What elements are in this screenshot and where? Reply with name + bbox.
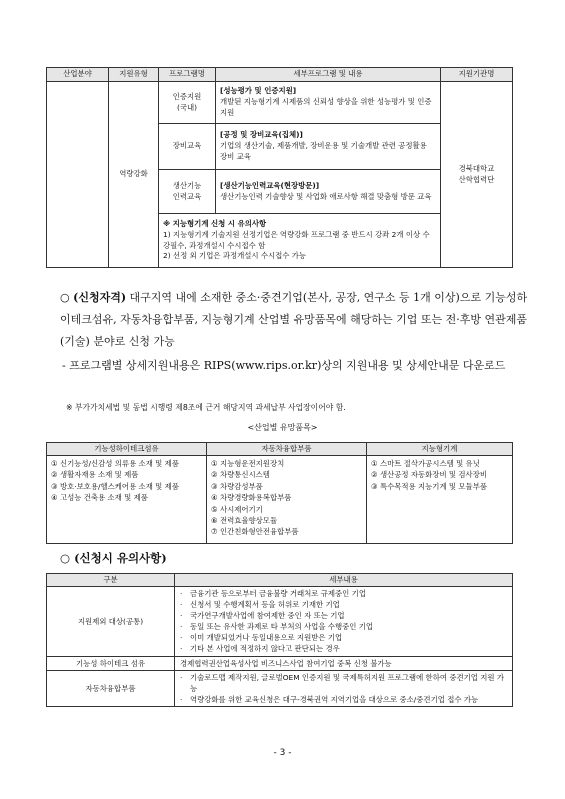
bullet-marker: ○ (60, 291, 70, 304)
detail-desc: 개발된 지능형기계 시제품의 신뢰성 향상을 위한 성능평가 및 인증 지원 (220, 97, 432, 117)
header-category: 구분 (47, 574, 175, 587)
list-item: · 기술로드맵 제작지원, 글로벌OEM 인증지원 및 국제특허지원 프로그램에 한하여 중견기업 지원 가능 (180, 672, 505, 693)
table-row (47, 456, 513, 544)
page-number: - 3 - (273, 748, 292, 758)
support-type-cell: 역량강화 (109, 82, 159, 268)
list-item: · 이미 개발되었거나 동일내용으로 지원받은 기업 (180, 633, 343, 643)
list-item: · 기타 본 사업에 적정하지 않다고 판단되는 경우 (180, 644, 340, 654)
list-item: ① 지능형운전지원장치 (211, 459, 285, 468)
bullet-marker: ○ (60, 551, 71, 565)
auto-parts-items (207, 456, 367, 544)
list-item: ③ 방호·보호용/헬스케어용 소재 및 제품 (51, 481, 179, 491)
header-detail: 세부프로그램 및 내용 (216, 68, 441, 82)
table-caption: <산업별 유망품목> (247, 423, 318, 432)
note-title: ※ 지능형기계 신청 시 유의사항 (163, 218, 267, 228)
table-header-row (47, 574, 513, 587)
program-name: 인증지원 (국내) (159, 82, 216, 124)
agency-cell: 경북대학교 산학협력단 (441, 82, 513, 268)
row-label: 기능성 하이테크 섬유 (47, 656, 175, 670)
eligibility-paragraph (60, 287, 530, 353)
eligibility-label: (신청자격) (73, 291, 127, 304)
detail-title: [성능평가 및 인증지원] (220, 86, 297, 96)
table-header-row (47, 443, 513, 456)
program-detail (216, 124, 441, 170)
table-row (47, 82, 513, 124)
table-row (47, 670, 513, 706)
list-item: · 신청서 및 수행계획서 등을 허위로 기재한 기업 (180, 600, 340, 610)
promising-items-table (46, 442, 513, 544)
vat-note: ※ 부가가치세법 및 동법 시행령 제8조에 근거 해당지역 과세납부 사업장이어야 함. (66, 403, 346, 412)
rips-download-note: - 프로그램별 상세지원내용은 RIPS(www.rips.or.kr)상의 지원내용 및 상세안내문 다운로드 (62, 359, 506, 372)
note-line: 1) 지능형기계 기술지원 선정기업은 역량강화 프로그램 중 반드시 강좌 2개 이상 수강필수, 과정개설시 수시접수 함 (163, 229, 430, 250)
header-auto-parts: 자동차융합부품 (207, 443, 367, 456)
header-industry: 산업분야 (47, 68, 109, 82)
textile-items (47, 456, 207, 544)
list-item: ① 신기능성/신감성 의류용 소재 및 제품 (51, 459, 179, 468)
list-item: · 국가연구개발사업에 참여제한 중인 자 또는 기업 (180, 611, 345, 621)
list-item: 경제협력권산업육성사업 비즈니스사업 참여기업 중복 신청 불가능 (180, 658, 392, 668)
table-header-row (47, 68, 513, 82)
row-label: 지원제외 대상(공통) (47, 587, 175, 657)
machine-items (367, 456, 513, 544)
row-items (175, 656, 513, 670)
cautions-table (46, 573, 513, 707)
header-agency: 지원기관명 (441, 68, 513, 82)
program-detail (216, 82, 441, 124)
list-item: ② 생산공정 자동화장비 및 검사장비 (371, 470, 487, 480)
list-item: ⑦ 인간친화형안전융합부품 (211, 527, 299, 537)
note-line: 2) 선정 외 기업은 과정개설시 수시접수 가능 (163, 251, 307, 261)
list-item: ④ 차량경량화용복합부품 (211, 493, 292, 503)
row-items (175, 670, 513, 706)
list-item: ⑤ 사시제어기기 (211, 504, 263, 514)
program-name: 장비교육 (159, 124, 216, 170)
row-label: 자동차융합부품 (47, 670, 175, 706)
header-textile: 기능성하이테크섬유 (47, 443, 207, 456)
header-support-type: 지원유형 (109, 68, 159, 82)
header-machine: 지능형기계 (367, 443, 513, 456)
list-item: · 역량강화를 위한 교육신청은 대구-경북권역 지역기업을 대상으로 중소/중견기업 접수 가능 (180, 694, 479, 704)
list-item: · 금융기관 등으로부터 금융불량 거래처로 규제중인 기업 (180, 589, 366, 598)
note-cell (159, 214, 441, 268)
detail-desc: 생산기능인력 기술향상 및 사업화 애로사항 해결 맞춤형 방문 교육 (220, 191, 432, 201)
list-item: ② 차량통신시스템 (211, 470, 270, 480)
program-name: 생산기능 인력교육 (159, 170, 216, 214)
support-program-table (46, 67, 513, 268)
detail-desc: 기업의 생산기술, 제품개발, 장비운용 및 기술개발 관련 공정활용 장비 교육 (220, 141, 427, 161)
header-program: 프로그램명 (159, 68, 216, 82)
list-item: · 동일 또는 유사한 과제로 타 부처의 사업을 수행중인 기업 (180, 622, 374, 632)
cautions-heading (60, 550, 167, 566)
list-item: ⑥ 전력효율향상모듈 (211, 516, 278, 526)
list-item: ② 생활자재용 소재 및 제품 (51, 470, 139, 480)
table-row (47, 656, 513, 670)
list-item: ③ 특수목적용 지능기계 및 모듈부품 (371, 481, 487, 491)
industry-cell (47, 82, 109, 268)
row-items (175, 587, 513, 657)
table-row (47, 587, 513, 657)
list-item: ③ 차량감성부품 (211, 481, 263, 491)
cautions-label: (신청시 유의사항) (74, 551, 167, 565)
detail-title: [공정 및 장비교육(집체)] (220, 130, 303, 140)
header-details: 세부내용 (175, 574, 513, 587)
list-item: ④ 고성능 건축용 소재 및 제품 (51, 493, 148, 503)
list-item: ① 스마트 절삭가공시스템 및 유닛 (371, 459, 480, 468)
eligibility-text: 대구지역 내에 소재한 중소·중견기업(본사, 공장, 연구소 등 1개 이상)으로 기능성하이테크섬유, 자동차융합부품, 지능형기계 산업별 유망품목에 해당하는 기업 또는 전·후방 연관제품(기술) 분야로 신청 가능 (60, 291, 528, 348)
detail-title: [생산기능인력교육(현장방문)] (220, 180, 320, 190)
program-detail (216, 170, 441, 214)
